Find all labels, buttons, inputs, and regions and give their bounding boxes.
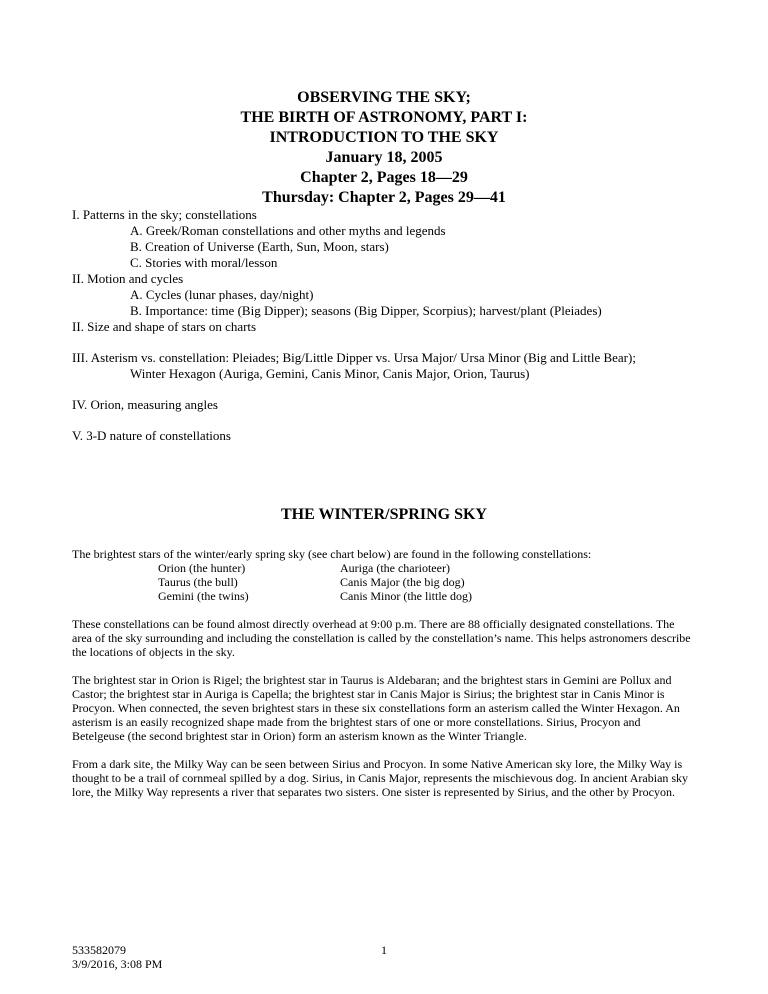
- constellation-list: [72, 561, 696, 603]
- title-date: January 18, 2005: [325, 149, 443, 166]
- outline-item: II. Size and shape of stars on charts: [72, 319, 257, 334]
- constellation-name: Canis Major (the big dog): [340, 575, 465, 589]
- footer-document-info: [72, 943, 162, 971]
- outline-subitem: C. Stories with moral/lesson: [130, 255, 278, 270]
- constellation-row: [72, 561, 696, 575]
- outline-subitem: B. Creation of Universe (Earth, Sun, Moon, stars): [130, 239, 389, 254]
- title-line: THE BIRTH OF ASTRONOMY, PART I:: [240, 109, 528, 126]
- constellation-name: Canis Minor (the little dog): [340, 589, 472, 603]
- outline-item-continuation: Winter Hexagon (Auriga, Gemini, Canis Minor, Canis Major, Orion, Taurus): [130, 366, 530, 381]
- paragraph: These constellations can be found almost directly overhead at 9:00 p.m. There are 88 officially designated constellations. The area of the sky surrounding and including the constellation is called by the constellation’s name. This helps astronomers describe the locations of objects in the sky.: [72, 617, 691, 659]
- outline-subitem: A. Greek/Roman constellations and other myths and legends: [130, 223, 446, 238]
- constellation-name: Taurus (the bull): [158, 575, 238, 589]
- outline-item: II. Motion and cycles: [72, 271, 184, 286]
- constellation-row: [72, 575, 696, 589]
- body-text: [72, 547, 696, 813]
- title-line: OBSERVING THE SKY;: [297, 89, 471, 106]
- constellation-name: Orion (the hunter): [158, 561, 246, 575]
- intro-sentence: The brightest stars of the winter/early spring sky (see chart below) are found in the following constellations:: [72, 547, 592, 561]
- section-heading: THE WINTER/SPRING SKY: [281, 506, 487, 523]
- title-reading: Chapter 2, Pages 18—29: [300, 169, 468, 186]
- lecture-outline: [72, 207, 712, 444]
- outline-subitem: A. Cycles (lunar phases, day/night): [130, 287, 314, 302]
- outline-subitem: B. Importance: time (Big Dipper); seasons (Big Dipper, Scorpius); harvest/plant (Pleiades): [130, 303, 602, 318]
- constellation-name: Gemini (the twins): [158, 589, 249, 603]
- page-number: 1: [381, 943, 387, 957]
- constellation-row: [72, 589, 696, 603]
- outline-item: III. Asterism vs. constellation: Pleiades; Big/Little Dipper vs. Ursa Major/ Ursa Minor (Big and Little Bear);: [72, 350, 636, 365]
- title-reading-thursday: Thursday: Chapter 2, Pages 29—41: [262, 189, 506, 206]
- paragraph: The brightest star in Orion is Rigel; the brightest star in Taurus is Aldebaran; and the brightest stars in Gemini are Pollux and Castor; the brightest star in Auriga is Capella; the brightest star in Canis Major is Sirius; the brightest star in Canis Minor is Procyon. When connected, the seven brightest stars in these six constellations form an asterism called the Winter Hexagon. An asterism is an easily recognized shape made from the brightest stars of one or more constellations. Sirius, Procyon and Betelgeuse (the second brightest star in Orion) form an asterism known as the Winter Triangle.: [72, 673, 680, 743]
- footer-timestamp: 3/9/2016, 3:08 PM: [72, 957, 163, 971]
- outline-item: I. Patterns in the sky; constellations: [72, 207, 257, 222]
- title-line: INTRODUCTION TO THE SKY: [269, 129, 499, 146]
- document-title: [0, 88, 768, 208]
- constellation-name: Auriga (the charioteer): [340, 561, 450, 575]
- footer-doc-id: 533582079: [72, 943, 126, 957]
- outline-item: V. 3-D nature of constellations: [72, 428, 231, 443]
- paragraph: From a dark site, the Milky Way can be seen between Sirius and Procyon. In some Native American sky lore, the Milky Way is thought to be a trail of cornmeal spilled by a dog. Sirius, in Canis Major, represents the mischievous dog. In ancient Arabian sky lore, the Milky Way represents a river that separates two sisters. One sister is represented by Sirius, and the other by Procyon.: [72, 757, 689, 799]
- outline-item: IV. Orion, measuring angles: [72, 397, 218, 412]
